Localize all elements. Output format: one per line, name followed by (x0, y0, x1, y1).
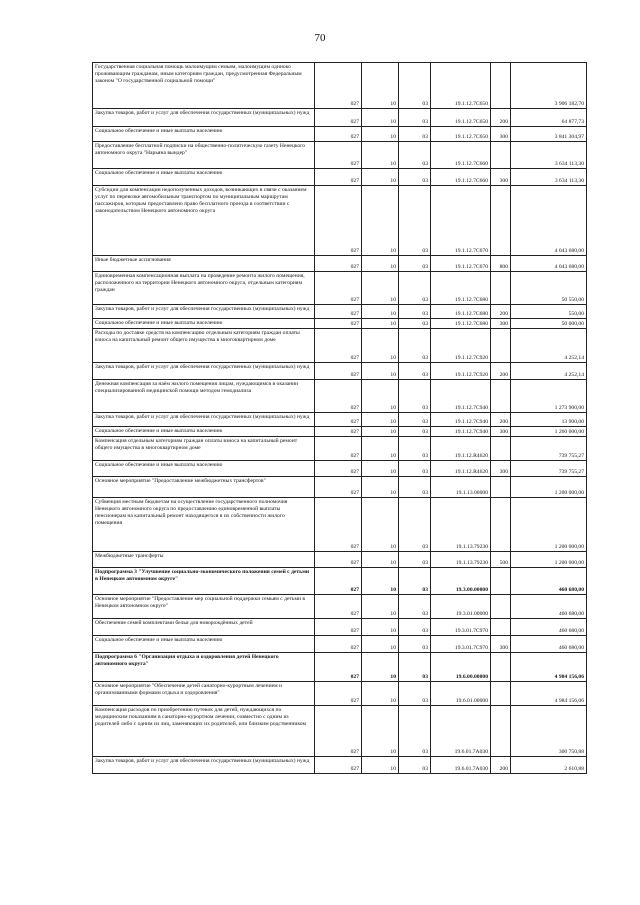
table-cell-name: Социальное обеспечение и иные выплаты населению (93, 127, 315, 142)
table-cell-sum: 1 200 000,00 (511, 498, 587, 552)
table-cell-rz: 10 (362, 380, 399, 413)
table-cell-sum: 50 000,00 (511, 319, 587, 329)
table-cell-pr: 03 (399, 127, 431, 142)
table-cell-csr: 19.1.12.7С680 (431, 272, 491, 305)
table-cell-pr: 03 (399, 619, 431, 636)
table-cell-pr: 03 (399, 757, 431, 774)
table-row (93, 682, 587, 706)
table-cell-pr: 03 (399, 636, 431, 653)
table-cell-rz: 10 (362, 498, 399, 552)
table-cell-rz: 10 (362, 63, 399, 109)
table-cell-vr: 300 (491, 427, 511, 437)
table-cell-rz: 10 (362, 169, 399, 186)
table-cell-name: Закупка товаров, работ и услуг для обеспечения государственных (муниципальных) нужд (93, 305, 315, 319)
table-cell-csr: 19.3.01.00000 (431, 595, 491, 619)
table-cell-ved: 027 (315, 63, 362, 109)
table-cell-csr: 19.1.12.7С650 (431, 63, 491, 109)
table-cell-name: Основное мероприятие "Предоставление мер социальной поддержки семьям с детьми в Ненецком автономном округе" (93, 595, 315, 619)
table-cell-vr: 300 (491, 319, 511, 329)
table-cell-ved: 027 (315, 477, 362, 498)
table-cell-sum: 3 634 113,30 (511, 142, 587, 169)
table-cell-name: Предоставление бесплатной подписки на общественно-политическую газету Ненецкого автономного округа "Нарьяна вындер" (93, 142, 315, 169)
table-cell-ved: 027 (315, 256, 362, 272)
table-cell-sum: 460 680,00 (511, 595, 587, 619)
table-row (93, 186, 587, 256)
table-cell-pr: 03 (399, 319, 431, 329)
table-cell-name: Обеспечение семей комплектами белья для новорождённых детей (93, 619, 315, 636)
table-cell-rz: 10 (362, 552, 399, 568)
table-cell-sum: 3 634 113,30 (511, 169, 587, 186)
table-row (93, 169, 587, 186)
table-cell-pr: 03 (399, 437, 431, 461)
table-cell-ved: 027 (315, 552, 362, 568)
table-cell-rz: 10 (362, 427, 399, 437)
table-cell-csr: 19.3.01.7С970 (431, 619, 491, 636)
table-cell-name: Компенсация отдельным категориям граждан оплаты взноса на капитальный ремонт общего имущества в многоквартирном доме (93, 437, 315, 461)
table-cell-sum: 739 755,27 (511, 437, 587, 461)
table-cell-vr (491, 186, 511, 256)
table-cell-rz: 10 (362, 653, 399, 682)
table-cell-pr: 03 (399, 363, 431, 380)
table-cell-pr: 03 (399, 256, 431, 272)
table-row (93, 413, 587, 427)
table-cell-vr (491, 653, 511, 682)
table-cell-name: Субсидии для компенсации недополученных доходов, возникающих в связи с оказанием услуг по перевозке автомобильным транспортом по муниципальным маршрутам пассажиров, которым предоставлено право бесплатного проезда в соответствии с законодательством Ненецкого автономного округа (93, 186, 315, 256)
table-row (93, 127, 587, 142)
table-cell-name: Межбюджетные трансферты (93, 552, 315, 568)
table-cell-vr: 200 (491, 413, 511, 427)
table-row (93, 477, 587, 498)
table-cell-name: Социальное обеспечение и иные выплаты населению (93, 169, 315, 186)
table-cell-ved: 027 (315, 682, 362, 706)
table-cell-ved: 027 (315, 109, 362, 127)
table-row (93, 256, 587, 272)
table-cell-name: Компенсация расходов по приобретению путевок для детей, нуждающихся по медицинским показаниям в санаторно-курортном лечении, совместно с одним из родителей либо с одним из лиц, заменяющих их родителей, или близким родственником (93, 706, 315, 757)
table-row (93, 329, 587, 363)
table-cell-pr: 03 (399, 109, 431, 127)
table-row (93, 272, 587, 305)
table-cell-csr: 19.3.00.00000 (431, 568, 491, 595)
table-cell-sum: 4 043 680,00 (511, 186, 587, 256)
table-row (93, 142, 587, 169)
table-cell-rz: 10 (362, 477, 399, 498)
table-cell-sum: 1 200 000,00 (511, 552, 587, 568)
table-cell-csr: 19.1.12.7С660 (431, 169, 491, 186)
table-cell-name: Единовременная компенсационная выплата на проведение ремонта жилого помещения, расположенного на территории Ненецкого автономного округа, отдельным категориям граждан (93, 272, 315, 305)
table-cell-pr: 03 (399, 498, 431, 552)
table-cell-csr: 19.3.01.7С970 (431, 636, 491, 653)
table-cell-ved: 027 (315, 757, 362, 774)
table-cell-vr (491, 706, 511, 757)
table-row (93, 595, 587, 619)
table-cell-vr (491, 329, 511, 363)
table-cell-sum: 460 680,00 (511, 568, 587, 595)
table-cell-pr: 03 (399, 272, 431, 305)
table-cell-sum: 1 273 900,00 (511, 380, 587, 413)
table-cell-sum: 1 200 000,00 (511, 477, 587, 498)
table-cell-pr: 03 (399, 595, 431, 619)
table-cell-vr: 200 (491, 109, 511, 127)
table-cell-name: Основное мероприятие "Обеспечение детей санаторно-курортным лечением и организованными формами отдыха и оздоровления" (93, 682, 315, 706)
table-cell-pr: 03 (399, 682, 431, 706)
table-cell-name: Государственная социальная помощь малоимущим семьям, малоимущим одиноко проживающим гражданам, иным категориям граждан, предусмотренная Федеральным законом "О государственной социальной помощи" (93, 63, 315, 109)
table-cell-ved: 027 (315, 706, 362, 757)
table-cell-rz: 10 (362, 595, 399, 619)
table-cell-pr: 03 (399, 380, 431, 413)
table-cell-vr (491, 272, 511, 305)
table-cell-csr: 19.1.12.7С920 (431, 329, 491, 363)
table-cell-vr (491, 682, 511, 706)
table-row (93, 427, 587, 437)
table-cell-rz: 10 (362, 186, 399, 256)
table-row (93, 305, 587, 319)
table-cell-vr (491, 380, 511, 413)
table-cell-csr: 19.1.13.00000 (431, 477, 491, 498)
table-cell-name: Закупка товаров, работ и услуг для обеспечения государственных (муниципальных) нужд (93, 363, 315, 380)
table-row (93, 319, 587, 329)
table-cell-name: Подпрограмма 6 "Организация отдыха и оздоровления детей Ненецкого автономного округа" (93, 653, 315, 682)
table-cell-pr: 03 (399, 329, 431, 363)
table-cell-rz: 10 (362, 256, 399, 272)
table-cell-name: Основное мероприятие "Предоставление межбюджетных трансфертов" (93, 477, 315, 498)
table-cell-pr: 03 (399, 169, 431, 186)
table-cell-csr: 19.1.12.7С680 (431, 319, 491, 329)
table-cell-name: Субвенция местным бюджетам на осуществление государственного полномочия Ненецкого автономного округа по предоставлению единовременной выплаты пенсионерам на капитальный ремонт находящегося в их собственности жилого помещения (93, 498, 315, 552)
table-cell-name: Подпрограмма 3 "Улучшение социально-экономического положения семей с детьми в Ненецком автономном округе" (93, 568, 315, 595)
table-cell-csr: 19.1.12.7С660 (431, 142, 491, 169)
table-cell-sum: 1 260 000,00 (511, 427, 587, 437)
table-cell-rz: 10 (362, 319, 399, 329)
table-cell-csr: 19.1.12.7С940 (431, 427, 491, 437)
table-cell-csr: 19.1.12.7С670 (431, 186, 491, 256)
table-cell-sum: 3 841 304,97 (511, 127, 587, 142)
table-cell-csr: 19.6.01.7А030 (431, 706, 491, 757)
table-row (93, 706, 587, 757)
table-row (93, 63, 587, 109)
table-cell-sum: 460 680,00 (511, 619, 587, 636)
table-cell-vr: 200 (491, 305, 511, 319)
table-cell-name: Закупка товаров, работ и услуг для обеспечения государственных (муниципальных) нужд (93, 757, 315, 774)
table-cell-rz: 10 (362, 329, 399, 363)
table-cell-csr: 19.1.12.7С940 (431, 380, 491, 413)
table-cell-csr: 19.1.12.7С650 (431, 109, 491, 127)
table-cell-rz: 10 (362, 109, 399, 127)
table-cell-ved: 027 (315, 272, 362, 305)
table-cell-rz: 10 (362, 413, 399, 427)
table-cell-sum: 50 550,00 (511, 272, 587, 305)
table-cell-pr: 03 (399, 706, 431, 757)
table-cell-vr: 200 (491, 363, 511, 380)
table-cell-vr: 200 (491, 757, 511, 774)
table-cell-sum: 4 984 156,06 (511, 653, 587, 682)
table-cell-csr: 19.1.13.79230 (431, 498, 491, 552)
table-cell-vr (491, 595, 511, 619)
table-cell-ved: 027 (315, 305, 362, 319)
table-cell-pr: 03 (399, 413, 431, 427)
table-cell-ved: 027 (315, 142, 362, 169)
table-cell-sum: 64 877,73 (511, 109, 587, 127)
table-cell-rz: 10 (362, 127, 399, 142)
table-row (93, 380, 587, 413)
table-row (93, 636, 587, 653)
table-cell-rz: 10 (362, 305, 399, 319)
table-cell-name: Закупка товаров, работ и услуг для обеспечения государственных (муниципальных) нужд (93, 413, 315, 427)
table-cell-ved: 027 (315, 653, 362, 682)
table-cell-ved: 027 (315, 319, 362, 329)
table-cell-vr: 300 (491, 461, 511, 477)
table-cell-pr: 03 (399, 305, 431, 319)
table-cell-csr: 19.6.01.00000 (431, 682, 491, 706)
table-cell-csr: 19.1.12.7С650 (431, 127, 491, 142)
table-row (93, 437, 587, 461)
table-cell-csr: 19.1.12.7С920 (431, 363, 491, 380)
table-cell-ved: 027 (315, 169, 362, 186)
table-cell-vr (491, 63, 511, 109)
table-cell-ved: 027 (315, 127, 362, 142)
table-row (93, 498, 587, 552)
table-cell-vr: 300 (491, 127, 511, 142)
table-cell-vr: 500 (491, 552, 511, 568)
budget-table (92, 62, 587, 774)
table-cell-vr (491, 568, 511, 595)
table-cell-sum: 2 610,88 (511, 757, 587, 774)
table-cell-pr: 03 (399, 552, 431, 568)
table-row (93, 109, 587, 127)
table-cell-ved: 027 (315, 595, 362, 619)
table-cell-pr: 03 (399, 186, 431, 256)
table-cell-rz: 10 (362, 437, 399, 461)
table-cell-ved: 027 (315, 186, 362, 256)
table-cell-ved: 027 (315, 636, 362, 653)
table-cell-vr (491, 619, 511, 636)
table-cell-rz: 10 (362, 706, 399, 757)
table-row (93, 757, 587, 774)
table-cell-ved: 027 (315, 413, 362, 427)
table-cell-csr: 19.1.12.7С670 (431, 256, 491, 272)
table-cell-csr: 19.1.13.79230 (431, 552, 491, 568)
table-cell-sum: 550,00 (511, 305, 587, 319)
table-cell-csr: 19.1.12.7С940 (431, 413, 491, 427)
table-cell-rz: 10 (362, 272, 399, 305)
table-cell-vr (491, 498, 511, 552)
table-cell-sum: 460 680,00 (511, 636, 587, 653)
table-cell-csr: 19.1.12.7С680 (431, 305, 491, 319)
table-cell-pr: 03 (399, 653, 431, 682)
table-cell-ved: 027 (315, 363, 362, 380)
table-cell-sum: 300 750,88 (511, 706, 587, 757)
table-cell-ved: 027 (315, 619, 362, 636)
table-cell-csr: 19.6.00.00000 (431, 653, 491, 682)
table-cell-rz: 10 (362, 363, 399, 380)
table-cell-rz: 10 (362, 619, 399, 636)
table-cell-vr (491, 477, 511, 498)
table-cell-name: Социальное обеспечение и иные выплаты населению (93, 461, 315, 477)
table-cell-name: Расходы по доставке средств на компенсацию отдельным категориям граждан оплаты взноса на капитальный ремонт общего имущества в многоквартирном доме (93, 329, 315, 363)
table-cell-ved: 027 (315, 437, 362, 461)
table-cell-name: Денежная компенсация за наём жилого помещения лицам, нуждающимся в оказании специализированной медицинской помощи методом гемодиализа (93, 380, 315, 413)
table-cell-rz: 10 (362, 142, 399, 169)
table-cell-name: Социальное обеспечение и иные выплаты населению (93, 427, 315, 437)
table-cell-pr: 03 (399, 142, 431, 169)
table-row (93, 653, 587, 682)
table-cell-csr: 19.1.12.R4620 (431, 437, 491, 461)
table-cell-ved: 027 (315, 461, 362, 477)
table-cell-csr: 19.6.01.7А030 (431, 757, 491, 774)
table-cell-pr: 03 (399, 477, 431, 498)
table-cell-sum: 739 755,27 (511, 461, 587, 477)
table-cell-rz: 10 (362, 757, 399, 774)
table-cell-pr: 03 (399, 63, 431, 109)
table-cell-ved: 027 (315, 427, 362, 437)
table-cell-sum: 4 252,14 (511, 329, 587, 363)
table-cell-vr (491, 142, 511, 169)
table-cell-rz: 10 (362, 682, 399, 706)
table-cell-sum: 4 043 680,00 (511, 256, 587, 272)
table-cell-pr: 03 (399, 461, 431, 477)
table-cell-pr: 03 (399, 568, 431, 595)
table-cell-ved: 027 (315, 568, 362, 595)
table-cell-rz: 10 (362, 461, 399, 477)
table-cell-sum: 4 984 156,06 (511, 682, 587, 706)
table-cell-ved: 027 (315, 380, 362, 413)
table-row (93, 461, 587, 477)
page-number: 70 (314, 32, 326, 44)
table-row (93, 619, 587, 636)
table-cell-sum: 4 252,14 (511, 363, 587, 380)
table-cell-vr: 300 (491, 169, 511, 186)
table-row (93, 568, 587, 595)
table-cell-sum: 3 906 182,70 (511, 63, 587, 109)
table-row (93, 552, 587, 568)
table-cell-rz: 10 (362, 636, 399, 653)
table-row (93, 363, 587, 380)
table-cell-pr: 03 (399, 427, 431, 437)
table-cell-sum: 13 900,00 (511, 413, 587, 427)
table-cell-ved: 027 (315, 329, 362, 363)
table-cell-name: Иные бюджетные ассигнования (93, 256, 315, 272)
table-cell-csr: 19.1.12.R4620 (431, 461, 491, 477)
table-cell-vr: 800 (491, 256, 511, 272)
table-cell-ved: 027 (315, 498, 362, 552)
table-cell-name: Социальное обеспечение и иные выплаты населению (93, 636, 315, 653)
table-cell-name: Социальное обеспечение и иные выплаты населению (93, 319, 315, 329)
table-cell-rz: 10 (362, 568, 399, 595)
table-cell-name: Закупка товаров, работ и услуг для обеспечения государственных (муниципальных) нужд (93, 109, 315, 127)
table-cell-vr (491, 437, 511, 461)
table-cell-vr: 300 (491, 636, 511, 653)
